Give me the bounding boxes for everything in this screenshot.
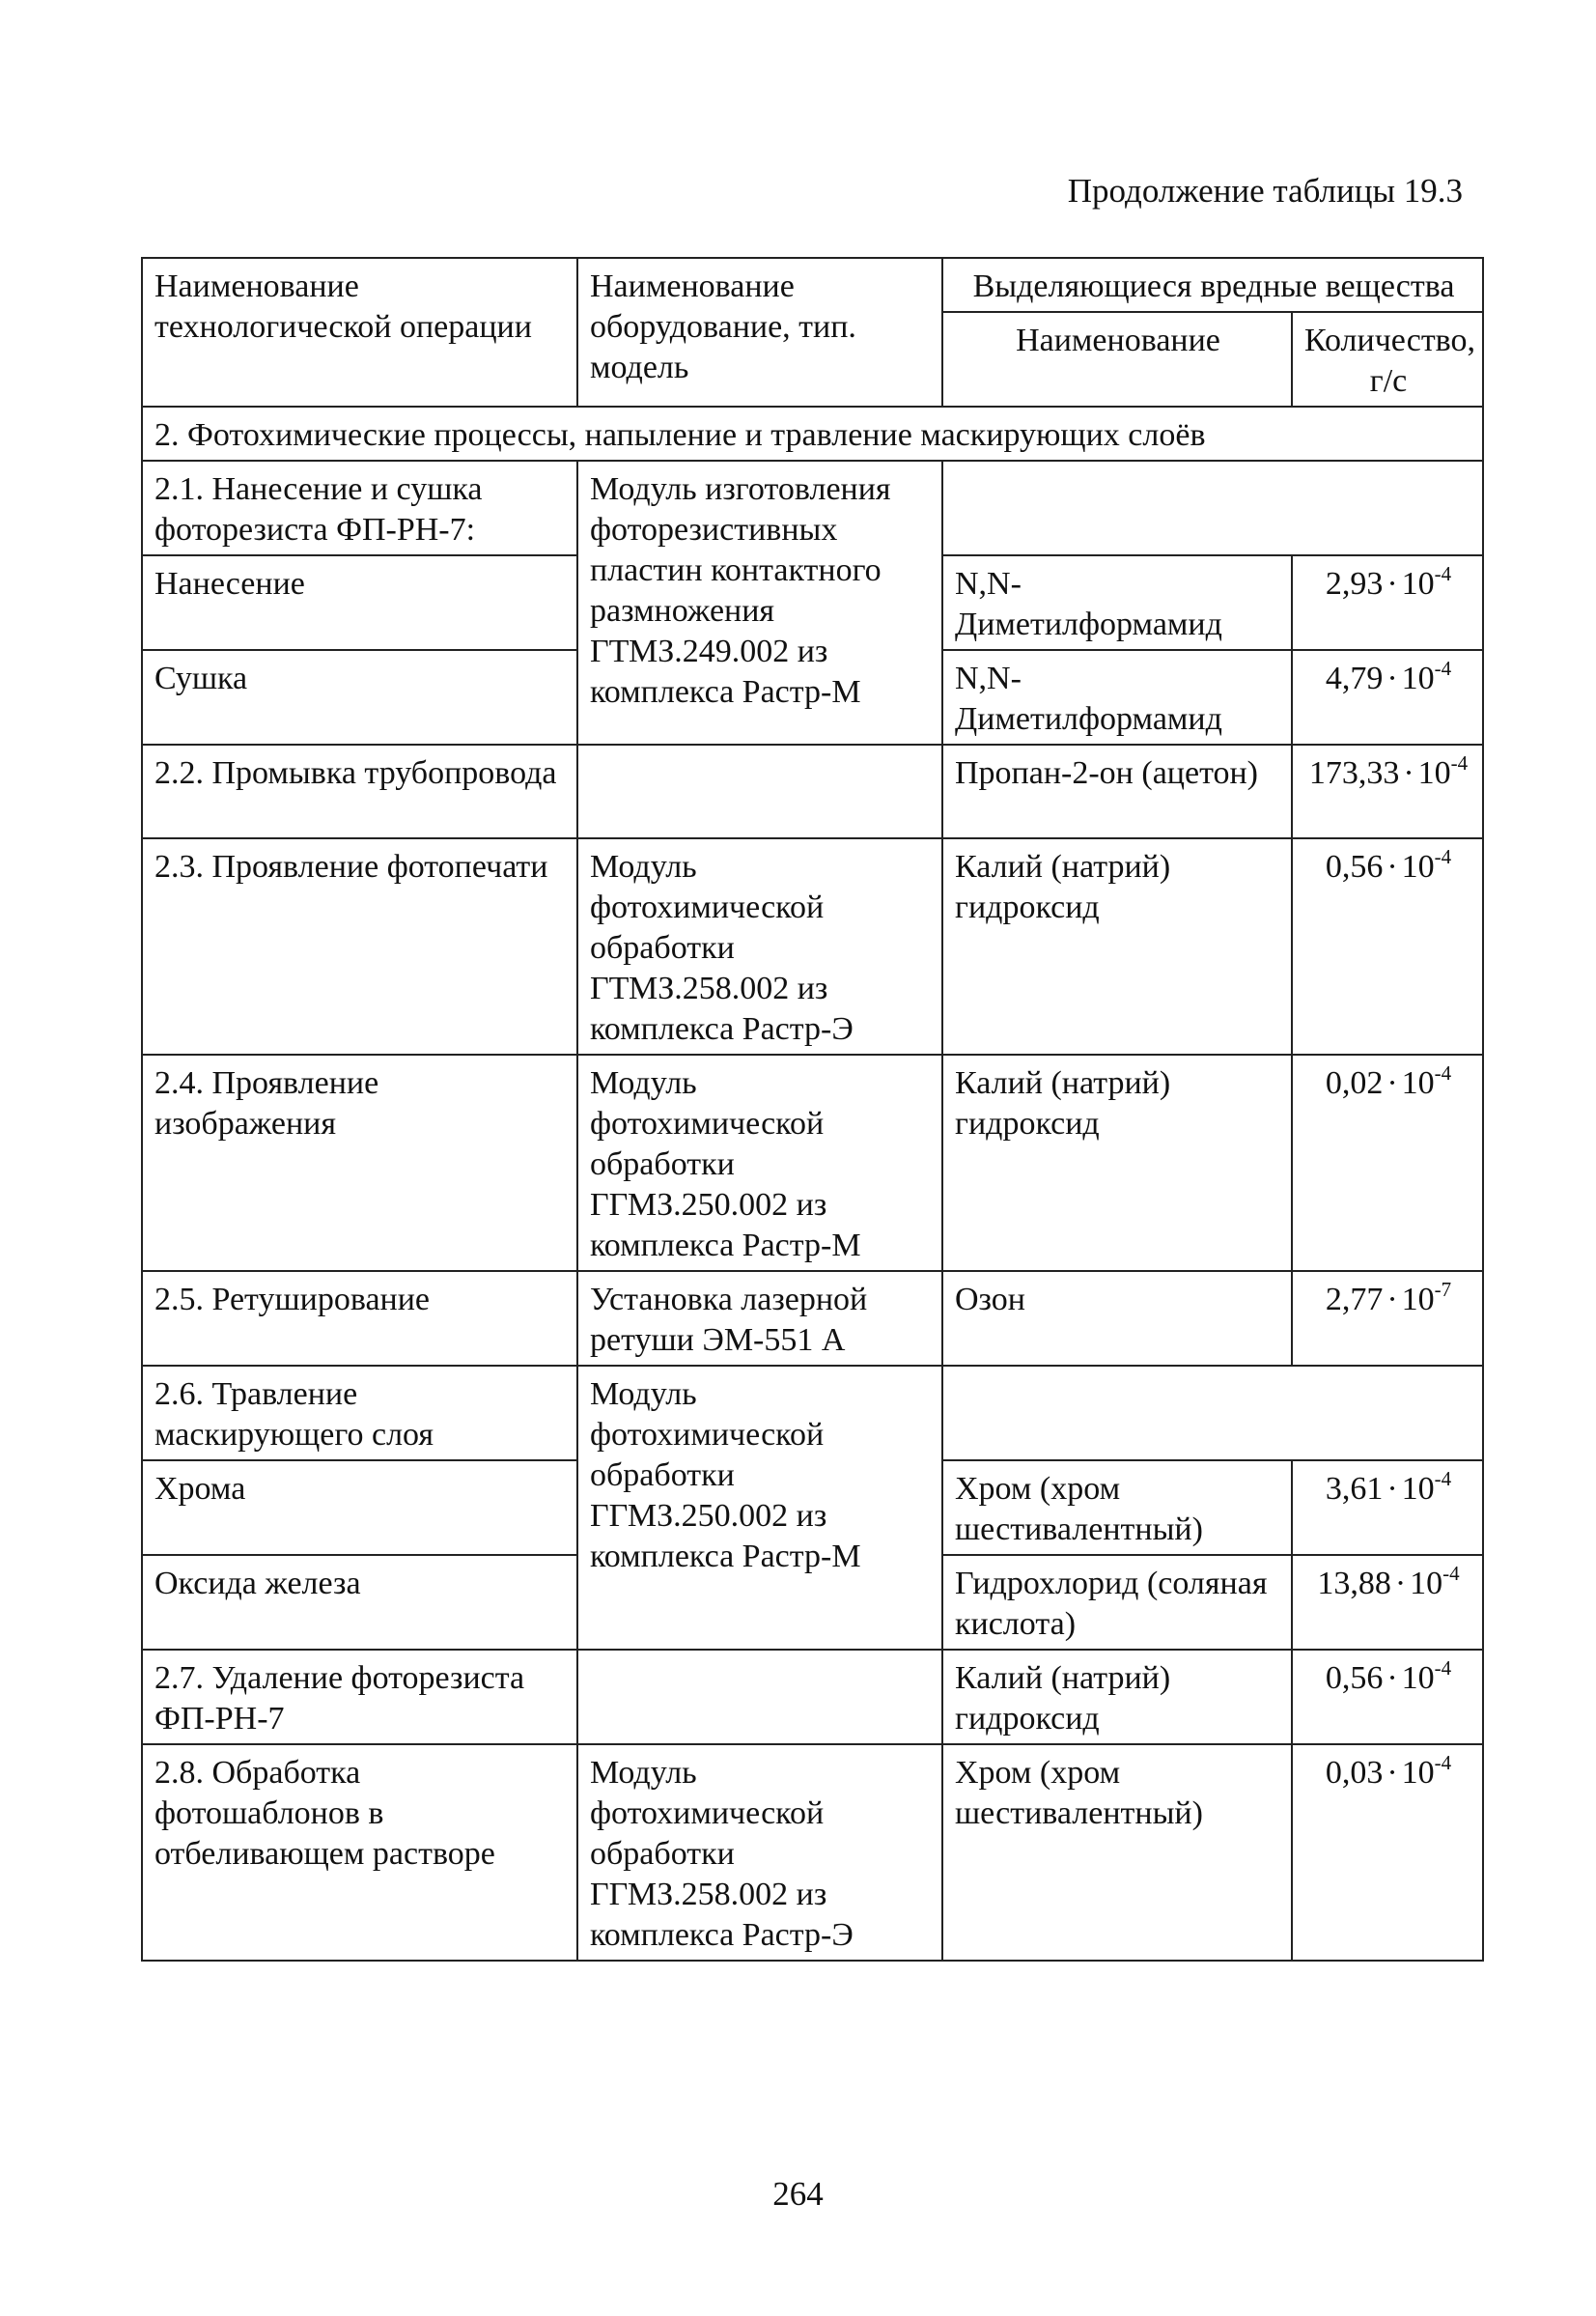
table-row: [142, 1271, 1483, 1366]
operation-cell: 2.4. Проявление изображения: [142, 1055, 577, 1271]
table-row: [142, 1650, 1483, 1744]
header-operation: Наименование технологической операции: [142, 258, 577, 407]
operation-cell: Сушка: [142, 650, 577, 745]
substance-cell: N,N-Диметилформамид: [942, 650, 1292, 745]
emissions-table: [141, 257, 1484, 1962]
page-number: 264: [772, 2175, 824, 2213]
operation-cell: 2.8. Обработка фотошаблонов в отбеливающем растворе: [142, 1744, 577, 1961]
empty-cell: [942, 461, 1483, 555]
quantity-cell: $173,33 \cdot 10^{-4}$: [1292, 745, 1483, 838]
header-quantity: Количество, г/с: [1292, 312, 1483, 407]
quantity-cell: $13,88 \cdot 10^{-4}$: [1292, 1555, 1483, 1650]
substance-cell: Озон: [942, 1271, 1292, 1366]
equipment-cell: Модуль изготовления фоторезистивных пластин контактного размножения ГТМЗ.249.002 из комплекса Растр-М: [577, 461, 942, 745]
equipment-cell: Модуль фотохимической обработки ГГМЗ.250.002 из комплекса Растр-М: [577, 1366, 942, 1650]
equipment-cell: [577, 745, 942, 838]
operation-cell: 2.7. Удаление фоторезиста ФП-РН-7: [142, 1650, 577, 1744]
table-header-row: [142, 258, 1483, 312]
quantity-cell: $0,56 \cdot 10^{-4}$: [1292, 838, 1483, 1055]
substance-cell: Калий (натрий) гидроксид: [942, 838, 1292, 1055]
table-caption: Продолжение таблицы 19.3: [1067, 172, 1463, 210]
substance-cell: Гидрохлорид (соляная кислота): [942, 1555, 1292, 1650]
operation-cell: 2.2. Промывка трубопровода: [142, 745, 577, 838]
section-title: 2. Фотохимические процессы, напыление и травление маскирующих слоёв: [142, 407, 1483, 461]
table-row: [142, 461, 1483, 555]
header-substances: Выделяющиеся вредные вещества: [942, 258, 1483, 312]
table-row: [142, 1744, 1483, 1961]
substance-cell: Хром (хром шестивалентный): [942, 1460, 1292, 1555]
table-row: [142, 838, 1483, 1055]
substance-cell: Калий (натрий) гидроксид: [942, 1055, 1292, 1271]
section-row: [142, 407, 1483, 461]
equipment-cell: Установка лазерной ретуши ЭМ-551 А: [577, 1271, 942, 1366]
equipment-cell: [577, 1650, 942, 1744]
header-equipment: Наименование оборудование, тип. модель: [577, 258, 942, 407]
quantity-cell: $0,03 \cdot 10^{-4}$: [1292, 1744, 1483, 1961]
table-row: [142, 1366, 1483, 1460]
empty-cell: [942, 1366, 1483, 1460]
table-row: [142, 745, 1483, 838]
operation-cell: 2.1. Нанесение и сушка фоторезиста ФП-РН-7:: [142, 461, 577, 555]
header-substance-name: Наименование: [942, 312, 1292, 407]
equipment-cell: Модуль фотохимической обработки ГГМЗ.250.002 из комплекса Растр-М: [577, 1055, 942, 1271]
substance-cell: Пропан-2-он (ацетон): [942, 745, 1292, 838]
quantity-cell: $3,61 \cdot 10^{-4}$: [1292, 1460, 1483, 1555]
operation-cell: Оксида железа: [142, 1555, 577, 1650]
operation-cell: 2.5. Ретуширование: [142, 1271, 577, 1366]
equipment-cell: Модуль фотохимической обработки ГТМЗ.258.002 из комплекса Растр-Э: [577, 838, 942, 1055]
substance-cell: Хром (хром шестивалентный): [942, 1744, 1292, 1961]
quantity-cell: $4,79 \cdot 10^{-4}$: [1292, 650, 1483, 745]
substance-cell: N,N-Диметилформамид: [942, 555, 1292, 650]
quantity-cell: $2,93 \cdot 10^{-4}$: [1292, 555, 1483, 650]
quantity-cell: $0,56 \cdot 10^{-4}$: [1292, 1650, 1483, 1744]
substance-cell: Калий (натрий) гидроксид: [942, 1650, 1292, 1744]
operation-cell: Хрома: [142, 1460, 577, 1555]
table-row: [142, 1055, 1483, 1271]
quantity-cell: $0,02 \cdot 10^{-4}$: [1292, 1055, 1483, 1271]
operation-cell: 2.6. Травление маскирующего слоя: [142, 1366, 577, 1460]
operation-cell: 2.3. Проявление фотопечати: [142, 838, 577, 1055]
equipment-cell: Модуль фотохимической обработки ГГМЗ.258.002 из комплекса Растр-Э: [577, 1744, 942, 1961]
operation-cell: Нанесение: [142, 555, 577, 650]
quantity-cell: $2,77 \cdot 10^{-7}$: [1292, 1271, 1483, 1366]
